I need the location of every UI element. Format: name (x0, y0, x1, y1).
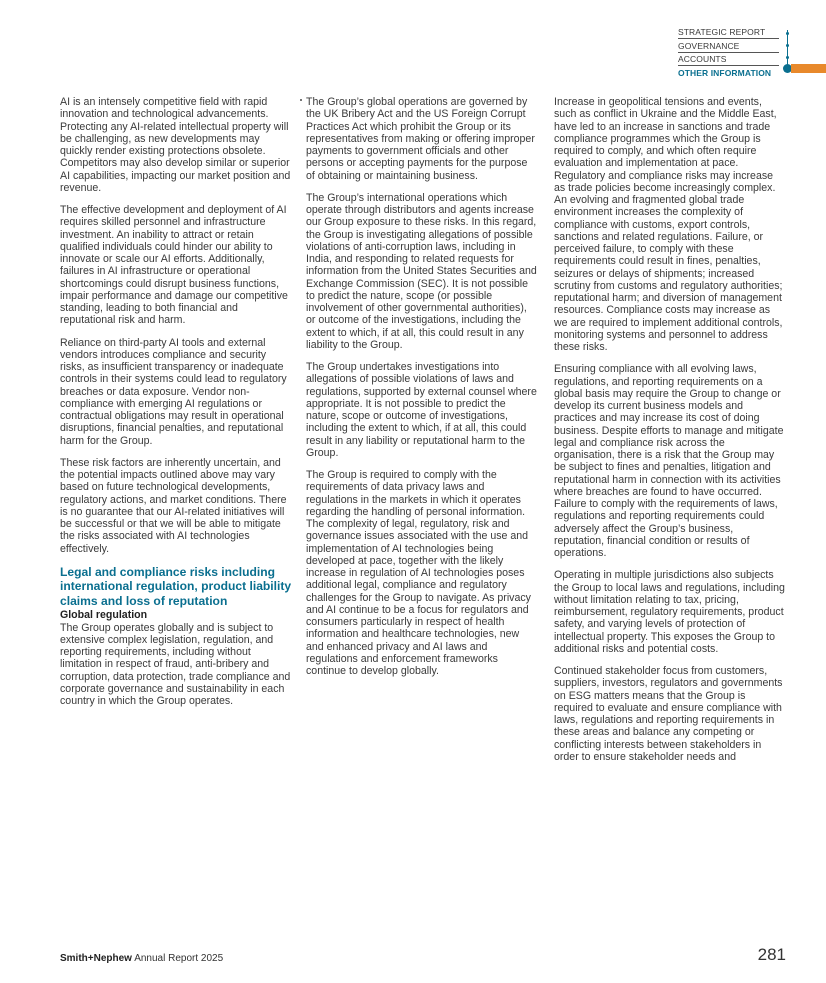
brand-name: Smith+Nephew (60, 953, 132, 964)
column-marker (300, 99, 302, 101)
nav-accounts[interactable]: ACCOUNTS (678, 54, 779, 66)
section-heading: Legal and compliance risks including international regulation, product liability claims and loss of reputation (60, 564, 292, 608)
page-number: 281 (757, 945, 786, 964)
nav-dot-icon (786, 56, 789, 59)
paragraph: Continued stakeholder focus from customers, suppliers, investors, regulators and governments on ESG matters means that the Group is required to evaluate and ensure compliance with laws, regulations and reporting requirements in these areas and balance any competing or conflicting interests between stakeholders in order to ensure stakeholder needs and (554, 665, 783, 763)
paragraph: The Group’s international operations which operate through distributors and agents increase our Group exposure to these risks. In this regard, the Group is investigating allegations of possible violations of anti-corruption laws, including in India, and responding to related requests for information from the United States Securities and Exchange Commission (SEC). It is not possible to predict the nature, scope (or possible involvement of other governmental authorities), or outcome of the investigations, including the extent to which, if at all, this could result in any liability to the Group. (306, 191, 537, 351)
section-nav (678, 27, 826, 80)
text-column-1 (60, 96, 292, 717)
paragraph: Increase in geopolitical tensions and events, such as conflict in Ukraine and the Middle East, have led to an increase in sanctions and trade compliance programmes which the Group is required to comply, and which often require evaluation and implementation at pace. Regulatory and compliance risks may increase as trade policies become increasingly complex. An evolving and fragmented global trade environment increases the complexity of compliance with customs, export controls, sanctions and related regulations. Failure, or perceived failure, to comply with these requirements could result in fines, penalties, seizures or delays of shipments; increased scrutiny from customs and regulatory authorities; reputational harm; and diversion of management resources. Compliance costs may increase as we are required to implement additional controls, monitoring systems and personnel to address these risks. (554, 96, 783, 353)
paragraph: These risk factors are inherently uncertain, and the potential impacts outlined above may vary based on future technological developments, regulatory actions, and market conditions. There is no guarantee that our AI-related initiatives will be successful or that we will be able to mitigate the risks associated with AI technologies effectively. (60, 456, 287, 555)
nav-governance[interactable]: GOVERNANCE (678, 41, 779, 53)
text-column-2 (306, 96, 538, 687)
text-column-3 (554, 96, 786, 773)
paragraph: AI is an intensely competitive field with rapid innovation and technological advancements. Protecting any AI-related intellectual property will be challenging, as new developments may quickly render existing protections obsolete. Competitors may also develop similar or superior AI capabilities, impacting our market position and revenue. (60, 96, 291, 194)
paragraph: The effective development and deployment of AI requires skilled personnel and infrastructure investment. An inability to attract or retain qualified individuals could hinder our ability to innovate or scale our AI efforts. Additionally, failures in AI infrastructure or operational shortcomings could disrupt business functions, impair performance and damage our competitive standing, leading to both financial and reputational risk and harm. (60, 204, 288, 327)
report-title: Annual Report 2025 (131, 953, 224, 964)
paragraph: The Group is required to comply with the requirements of data privacy laws and regulations in the markets in which it operates regarding the handling of personal information. The complexity of legal, regulatory, risk and governance issues associated with the use and implementation of AI technologies being developed at pace, together with the likely increase in regulation of AI technologies poses additional legal, compliance and regulatory challenges for the Group to navigate. As privacy and AI continue to be a focus for regulators and consumers particularly in respect of health information and healthcare technologies, new and enhanced privacy and AI laws and regulations and enforcement frameworks continue to develop globally. (306, 469, 531, 677)
paragraph: Operating in multiple jurisdictions also subjects the Group to local laws and regulations, including without limitation relating to tax, pricing, reimbursement, regulatory requirements, product safety, and varying levels of protection of intellectual property. This exposes the Group to additional risks and potential costs. (554, 569, 785, 655)
nav-strategic-report[interactable]: STRATEGIC REPORT (678, 27, 779, 39)
paragraph: Reliance on third-party AI tools and external vendors introduces compliance and security risks, as insufficient transparency or inadequate controls in their systems could lead to regulatory breaches or data exposure. Vendor non-compliance with emerging AI regulations or contractual obligations may result in operational disruptions, financial penalties, and reputational harm for the Group. (60, 336, 287, 447)
paragraph: The Group’s global operations are governed by the UK Bribery Act and the US Foreign Corrupt Practices Act which prohibit the Group or its representatives from making or offering improper payments to government officials and other persons or accepting payments for the purpose of obtaining or maintaining business. (306, 96, 535, 182)
footer (60, 953, 223, 964)
paragraph: The Group undertakes investigations into allegations of possible violations of laws and regulations, supported by external counsel where appropriate. It is not possible to predict the nature, scope or outcome of investigations, including the extent to which, if at all, this could result in any liability or reputational harm to the Group. (306, 361, 537, 459)
paragraph: The Group operates globally and is subject to extensive complex legislation, regulation, and reporting requirements, including without limitation in respect of fraud, anti-bribery and corruption, data protection, trade compliance and corporate governance and sustainability in each country in which the Group operates. (60, 621, 291, 707)
nav-other-information[interactable]: OTHER INFORMATION (678, 67, 772, 78)
nav-dot-icon (786, 44, 789, 47)
paragraph: Ensuring compliance with all evolving laws, regulations, and reporting requirements on a global basis may require the Group to change or develop its current business models and practices and may increase its cost of doing business. Despite efforts to manage and mitigate legal and compliance risk across the organisation, there is a risk that the Group may be subject to fines and penalties, litigation and reputational harm in connection with its activities where breaches are found to have occurred. Failure to comply with the requirements of laws, regulations and reporting requirements could adversely affect the Group’s business, reputation, financial condition or results of operations. (554, 363, 784, 559)
active-section-bar (791, 64, 826, 73)
nav-dot-icon (786, 32, 789, 35)
subsection-heading: Global regulation (60, 609, 148, 622)
